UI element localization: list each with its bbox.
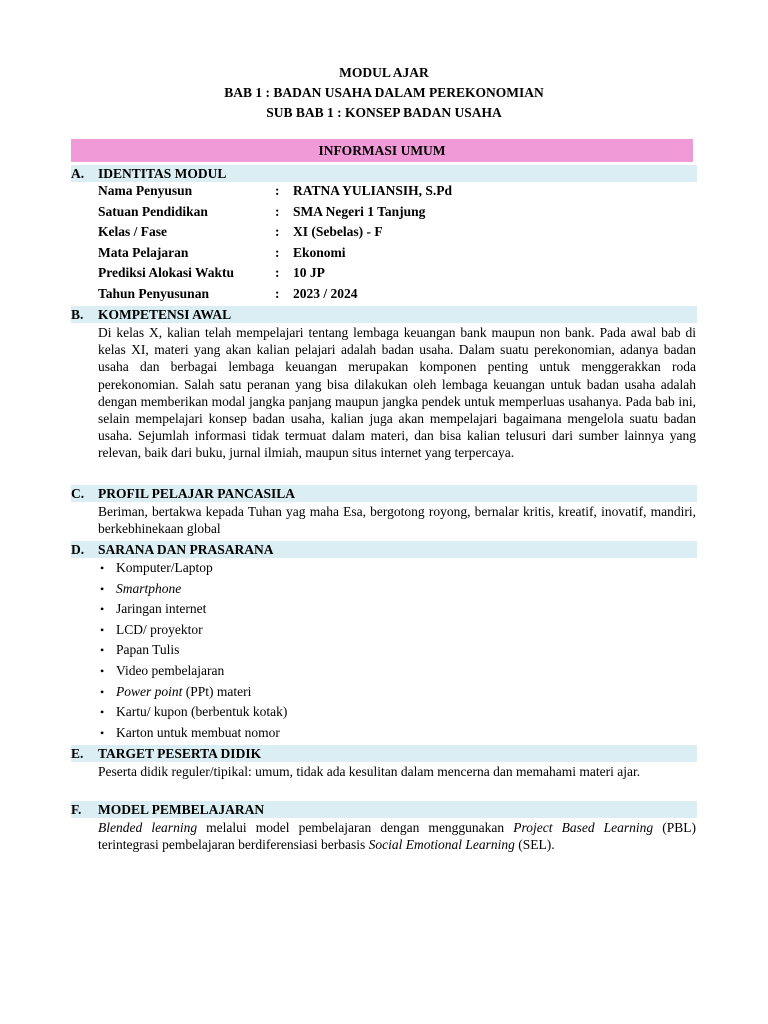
model-italic: Project Based Learning xyxy=(513,820,654,835)
identitas-key: Tahun Penyusunan xyxy=(98,285,209,301)
bullet-icon: • xyxy=(100,602,105,617)
profil-pancasila-text: Beriman, bertakwa kepada Tuhan yag maha Esa, bergotong royong, bernalar kritis, kreatif, inovatif, mandiri, berkebhinekaan global xyxy=(98,504,696,537)
model-italic: Blended learning xyxy=(98,820,198,835)
item-text: Komputer/Laptop xyxy=(116,560,213,575)
identitas-value: RATNA YULIANSIH, S.Pd xyxy=(293,183,453,198)
list-item xyxy=(98,599,287,620)
list-item xyxy=(98,702,287,723)
identitas-colon: : xyxy=(275,183,280,198)
section-letter: D. xyxy=(71,542,85,557)
informasi-umum-banner: INFORMASI UMUM xyxy=(71,139,693,162)
identitas-key: Mata Pelajaran xyxy=(98,244,189,260)
identitas-value: 10 JP xyxy=(293,265,325,281)
identitas-row-satuan xyxy=(98,202,658,223)
model-italic: Social Emotional Learning xyxy=(368,837,515,853)
bullet-icon: • xyxy=(100,643,105,658)
section-title: IDENTITAS MODUL xyxy=(98,166,227,181)
identitas-value: SMA Negeri 1 Tanjung xyxy=(293,203,426,219)
bullet-icon: • xyxy=(100,705,105,720)
bullet-icon: • xyxy=(100,581,105,596)
item-text: (PPt) materi xyxy=(182,683,252,699)
identitas-colon: : xyxy=(275,203,280,219)
section-letter: A. xyxy=(71,166,85,181)
section-letter: E. xyxy=(71,746,84,761)
model-pembelajaran-text xyxy=(98,819,696,853)
item-italic: Power point xyxy=(116,683,183,699)
section-d-header xyxy=(71,541,697,558)
title-sub-bab: SUB BAB 1 : KONSEP BADAN USAHA xyxy=(266,105,502,120)
item-text: LCD/ proyektor xyxy=(116,621,203,637)
list-item xyxy=(98,682,287,703)
identitas-colon: : xyxy=(275,265,280,281)
section-title: PROFIL PELAJAR PANCASILA xyxy=(98,486,296,501)
section-a-header xyxy=(71,165,697,182)
section-letter: C. xyxy=(71,486,85,501)
list-item xyxy=(98,579,287,600)
document-title xyxy=(0,63,768,123)
identitas-key: Prediksi Alokasi Waktu xyxy=(98,265,235,281)
item-text: Kartu/ kupon (berbentuk kotak) xyxy=(116,704,288,720)
section-title: TARGET PESERTA DIDIK xyxy=(98,746,262,761)
kompetensi-awal-text: Di kelas X, kalian telah mempelajari tentang lembaga keuangan bank maupun non bank. Pada awal bab di kelas XI, materi yang akan kalian pelajari adalah badan usaha. Dalam suatu perekonomian, adanya badan usaha dan berbagai lembaga keuangan merupakan komponen penting untuk menggerakkan roda perekonomian. Salah satu peranan yang bisa dilakukan oleh lembaga keuangan untuk badan usaha adalah dengan memberikan modal jangka panjang maupun jangka pendek untuk memperluas usahanya. Pada bab ini, selain mempelajari konsep badan usaha, kalian juga akan mempelajari bagaimana mengelola suatu badan usaha. Sejumlah informasi tidak termuat dalam materi, dan bisa kalian telusuri dari sumber lainnya yang relevan, baik dari buku, jurnal ilmiah, maupun situs internet yang terpercaya. xyxy=(98,325,696,461)
identitas-row-tahun xyxy=(98,284,658,305)
section-title: SARANA DAN PRASARANA xyxy=(98,542,274,557)
section-e-header xyxy=(71,745,697,762)
identitas-table xyxy=(98,181,658,305)
identitas-colon: : xyxy=(275,244,280,260)
sarana-list xyxy=(98,558,287,743)
section-c-header xyxy=(71,485,697,502)
section-f-header xyxy=(71,801,697,818)
list-item xyxy=(98,558,287,579)
list-item xyxy=(98,640,287,661)
bullet-icon: • xyxy=(100,622,105,637)
bullet-icon: • xyxy=(100,684,105,699)
target-peserta-text: Peserta didik reguler/tipikal: umum, tidak ada kesulitan dalam mencerna dan memahami materi ajar. xyxy=(98,764,641,779)
list-item xyxy=(98,723,287,744)
list-item xyxy=(98,661,287,682)
item-text: Papan Tulis xyxy=(116,642,180,658)
section-title: MODEL PEMBELAJARAN xyxy=(98,802,265,817)
section-letter: B. xyxy=(71,307,84,322)
title-bab: BAB 1 : BADAN USAHA DALAM PEREKONOMIAN xyxy=(224,85,544,100)
identitas-key: Nama Penyusun xyxy=(98,183,193,198)
identitas-row-kelas xyxy=(98,222,658,243)
item-text: Video pembelajaran xyxy=(116,662,225,678)
identitas-row-alokasi xyxy=(98,263,658,284)
item-italic: Smartphone xyxy=(116,580,182,596)
section-title: KOMPETENSI AWAL xyxy=(98,307,232,322)
title-modul-ajar: MODUL AJAR xyxy=(339,65,429,80)
bullet-icon: • xyxy=(100,725,105,740)
identitas-row-mapel xyxy=(98,243,658,264)
identitas-value: Ekonomi xyxy=(293,244,346,260)
identitas-key: Satuan Pendidikan xyxy=(98,203,208,219)
section-b-header xyxy=(71,306,697,323)
identitas-value: 2023 / 2024 xyxy=(293,285,358,301)
model-text: (PBL) terintegrasi pembelajaran berdiferensiasi berbasis xyxy=(98,820,697,853)
model-text: (SEL). xyxy=(514,837,555,853)
bullet-icon: • xyxy=(100,561,105,575)
section-letter: F. xyxy=(71,802,82,817)
identitas-colon: : xyxy=(275,224,280,240)
item-text: Karton untuk membuat nomor xyxy=(116,724,280,740)
bullet-icon: • xyxy=(100,663,105,678)
identitas-row-nama xyxy=(98,181,658,202)
identitas-value: XI (Sebelas) - F xyxy=(293,224,383,240)
model-text: melalui model pembelajaran dengan menggunakan xyxy=(197,820,514,835)
identitas-key: Kelas / Fase xyxy=(98,224,167,240)
identitas-colon: : xyxy=(275,285,280,301)
list-item xyxy=(98,620,287,641)
item-text: Jaringan internet xyxy=(116,601,207,617)
